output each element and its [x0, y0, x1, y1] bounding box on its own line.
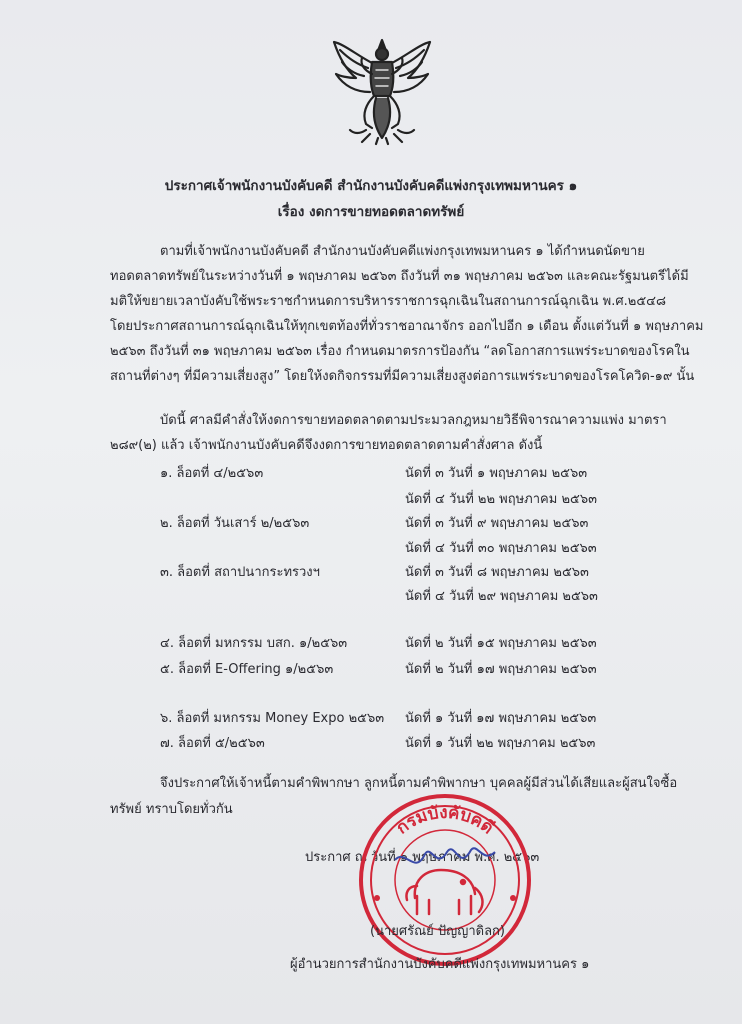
lot-date: นัดที่ ๓ วันที่ ๑ พฤษภาคม ๒๕๖๓	[405, 466, 588, 481]
lot-date: นัดที่ ๒ วันที่ ๑๕ พฤษภาคม ๒๕๖๓	[405, 636, 597, 651]
lot-date: นัดที่ ๒ วันที่ ๑๗ พฤษภาคม ๒๕๖๓	[405, 662, 597, 677]
para1-line3: มติให้ขยายเวลาบังคับใช้พระราชกำหนดการบริหารราชการฉุกเฉินในสถานการณ์ฉุกเฉิน พ.ศ.๒๕๔๘	[110, 294, 667, 309]
lot-name: ๔. ล็อตที่ มหกรรม บสก. ๑/๒๕๖๓	[160, 636, 348, 651]
lot-name: ๗. ล็อตที่ ๕/๒๕๖๓	[160, 736, 265, 751]
lot-name: ๕. ล็อตที่ E-Offering ๑/๒๕๖๓	[160, 662, 334, 677]
lot-name: ๑. ล็อตที่ ๔/๒๕๖๓	[160, 466, 264, 481]
para1-line1: ตามที่เจ้าพนักงานบังคับคดี สำนักงานบังคับคดีแพ่งกรุงเทพมหานคร ๑ ได้กำหนดนัดขาย	[160, 244, 645, 259]
para1-line5: ๒๕๖๓ ถึงวันที่ ๓๑ พฤษภาคม ๒๕๖๓ เรื่อง กำหนดมาตรการป้องกัน “ลดโอกาสการแพร่ระบาดของโรคใน	[110, 344, 690, 359]
lot-name: ๓. ล็อตที่ สถาปนากระทรวงฯ	[160, 565, 320, 580]
garuda-emblem-icon	[326, 34, 438, 146]
announcement-date: ประกาศ ณ วันที่ ๑ พฤษภาคม พ.ศ. ๒๕๖๓	[305, 850, 540, 865]
para2-line1: บัดนี้ ศาลมีคำสั่งให้งดการขายทอดตลาดตามประมวลกฎหมายวิธีพิจารณาความแพ่ง มาตรา	[160, 413, 667, 428]
para1-line2: ทอดตลาดทรัพย์ในระหว่างวันที่ ๑ พฤษภาคม ๒๕๖๓ ถึงวันที่ ๓๑ พฤษภาคม ๒๕๖๓ และคณะรัฐมนตรีได้มี	[110, 269, 689, 284]
seal-text: กรมบังคับคดี	[392, 802, 498, 839]
lot-date: นัดที่ ๑ วันที่ ๑๗ พฤษภาคม ๒๕๖๓	[405, 711, 597, 726]
lot-name: ๒. ล็อตที่ วันเสาร์ ๒/๒๕๖๓	[160, 516, 310, 531]
para3-line1: จึงประกาศให้เจ้าหนี้ตามคำพิพากษา ลูกหนี้ตามคำพิพากษา บุคคลผู้มีส่วนได้เสียและผู้สนใจซื้อ	[160, 776, 678, 791]
lot-date: นัดที่ ๔ วันที่ ๒๙ พฤษภาคม ๒๕๖๓	[405, 589, 598, 604]
para2-line2: ๒๘๙(๒) แล้ว เจ้าพนักงานบังคับคดีจึงงดการขายทอดตลาดตามคำสั่งศาล ดังนี้	[110, 438, 543, 453]
para1-line4: โดยประกาศสถานการณ์ฉุกเฉินให้ทุกเขตท้องที่ทั่วราชอาณาจักร ออกไปอีก ๑ เดือน ตั้งแต่วันที่ ๑ พฤษภาคม	[110, 319, 704, 334]
official-seal-icon	[355, 790, 535, 970]
para1-line6: สถานที่ต่างๆ ที่มีความเสี่ยงสูง” โดยให้งดกิจกรรมที่มีความเสี่ยงสูงต่อการแพร่ระบาดของโรคโควิด-๑๙ นั้น	[110, 369, 695, 384]
announcement-subject: เรื่อง งดการขายทอดตลาดทรัพย์	[277, 204, 465, 220]
svg-text:กรมบังคับคดี	[393, 803, 498, 839]
signature-icon	[395, 848, 495, 863]
announcement-title: ประกาศเจ้าพนักงานบังคับคดี สำนักงานบังคับคดีแพ่งกรุงเทพมหานคร ๑	[164, 178, 578, 194]
signer-name: (นายศรัณย์ ปัญญาดิลก)	[370, 924, 505, 939]
para3-line2: ทรัพย์ ทราบโดยทั่วกัน	[110, 802, 233, 817]
lot-date: นัดที่ ๓ วันที่ ๙ พฤษภาคม ๒๕๖๓	[405, 516, 589, 531]
lot-name: ๖. ล็อตที่ มหกรรม Money Expo ๒๕๖๓	[160, 711, 385, 726]
lot-date: นัดที่ ๑ วันที่ ๒๒ พฤษภาคม ๒๕๖๓	[405, 736, 596, 751]
lot-date: นัดที่ ๔ วันที่ ๒๒ พฤษภาคม ๒๕๖๓	[405, 492, 597, 507]
lot-date: นัดที่ ๔ วันที่ ๓๐ พฤษภาคม ๒๕๖๓	[405, 541, 597, 556]
signer-title: ผู้อำนวยการสำนักงานบังคับคดีแพ่งกรุงเทพมหานคร ๑	[290, 957, 590, 972]
lot-date: นัดที่ ๓ วันที่ ๘ พฤษภาคม ๒๕๖๓	[405, 565, 589, 580]
